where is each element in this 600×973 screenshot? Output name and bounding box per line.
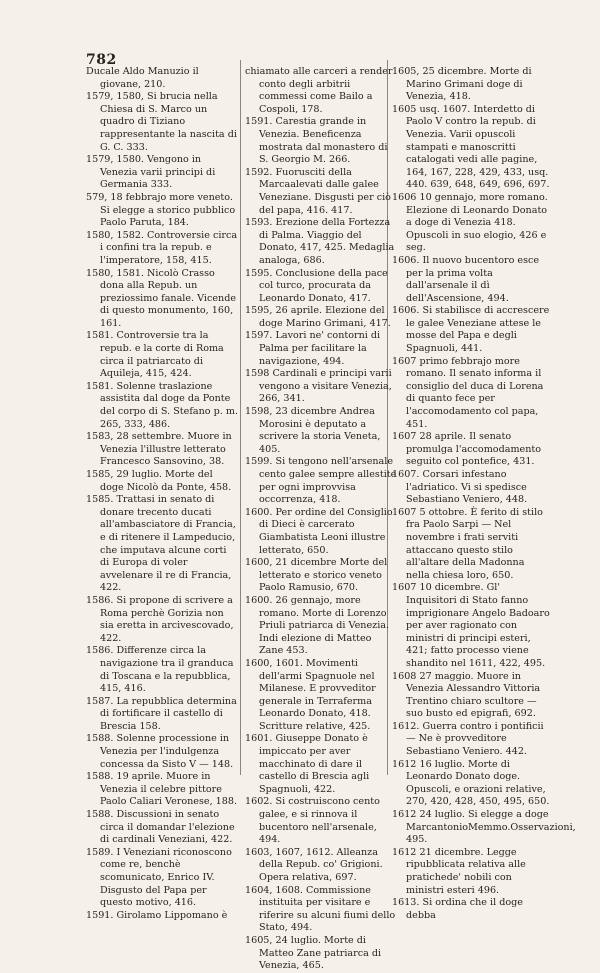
index-entry: 1612 21 dicembre. Legge ripubblicata relativa alle pratichede' nobili con ministri esteri 496. (392, 846, 526, 896)
index-entry: 1587. La repubblica determina di fortificare il castello di Brescia 158. (86, 695, 237, 732)
index-entry: 1600, 21 dicembre Morte del letterato e storico veneto Paolo Ramusio, 670. (245, 557, 388, 594)
index-entry: 1586. Differenze circa la navigazione tra il granduca di Toscana e la repubblica, 415, 416. (86, 645, 234, 695)
index-entry: 1595. Conclusione della pace col turco, procurata da Leonardo Donato, 417. (245, 267, 388, 304)
index-column-right (392, 66, 576, 921)
index-entry: 1612 16 luglio. Morte di Leonardo Donato doge. Opuscoli, e orazioni relative, 270, 420, 428, 450, 495, 650. (392, 758, 550, 808)
index-entry: 1580, 1581. Nicolò Crasso dona alla Repub. un preziossimo fanale. Vicende di questo monumento, 160, 161. (86, 267, 237, 329)
index-entry: 1581. Solenne traslazione assistita dal doge da Ponte del corpo di S. Stefano p. m. 265, 333, 486. (86, 380, 238, 430)
index-column-middle (245, 66, 397, 972)
index-entry: 1593. Erezione della Fortezza di Palma. Viaggio del Donato, 417, 425. Medaglia analoga, 686. (245, 217, 395, 266)
index-entry: 1600. 26 gennajo, more romano. Morte di Lorenzo Priuli patriarca di Venezia. Indi elezione di Matteo Zane 453. (245, 594, 390, 657)
index-entry: 1588. Solenne processione in Venezia per l'indulgenza concessa da Sisto V — 148. (86, 733, 234, 770)
index-entry: 1600, 1601. Movimenti dell'armi Spagnuole nel Milanese. E provveditor generale in Terraferma Leonardo Donato, 418. Scritture relative, 425. (245, 657, 376, 732)
index-entry: 1589. I Veneziani riconoscono come re, benchè scomunicato, Enrico IV. Disgusto del Papa per questo motivo, 416. (86, 846, 232, 909)
index-entry: 1586. Si propone di scrivere a Roma perchè Gorizia non sia eretta in arcivescovado, 422. (86, 594, 234, 644)
index-entry: 1605, 25 dicembre. Morte di Marino Grimani doge di Venezia, 418. (392, 66, 532, 103)
index-entry: 1579, 1580. Vengono in Venezia varii principi di Germania 333. (86, 154, 216, 191)
index-entry: 579, 18 febbrajo more veneto. Si elegge a storico pubblico Paolo Paruta, 184. (86, 191, 236, 229)
column-divider (240, 60, 241, 775)
index-entry: 1612. Guerra contro i pontificii— Ne è provveditore Sebastiano Veniero. 442. (392, 720, 544, 758)
index-entry: 1585. Trattasi in senato di donare trecento ducati all'ambasciatore di Francia, e di ritenere il Lampeducio, che imputava alcune corti di Europa di voler avvelenare il re di Francia, 422. (86, 494, 236, 594)
index-entry: 1598 Cardinali e principi varii vengono a visitare Venezia, 266, 341. (245, 368, 392, 405)
index-entry: 1580, 1582. Controversie circa i confini tra la repub. e l'imperatore, 158, 415. (86, 229, 238, 266)
index-entry: 1597. Lavori ne' contorni di Palma per facilitare la navigazione, 494. (245, 330, 381, 367)
index-entry: 1599. Si tengono nell'arsenale cento galee sempre allestite per ogni improvvisa occorrenza, 418. (245, 456, 397, 506)
index-entry: 1598, 23 dicembre Andrea Morosini è deputato a scrivere la storia Veneta, 405. (245, 406, 381, 455)
index-entry: 1605 usq. 1607. Interdetto di Paolo V contro la repub. di Venezia. Varii opuscoli stampati e manoscritti catalogati vedi alle pagine, 164, 167, 228, 429, 433, usq. 440. 639, 648, 649, 696, 697. (392, 103, 550, 191)
index-entry: 1606. Il nuovo bucentoro esce per la prima volta dall'arsenale il dì dell'Ascensione, 494. (392, 254, 540, 304)
index-entry: 1607. Corsari infestano l'adriatico. Vi si spedisce Sebastiano Veniero, 448. (392, 469, 528, 506)
index-entry: 1604, 1608. Commissione instituita per visitare e riferire su alcuni fiumi dello Stato, 494. (245, 884, 396, 934)
index-entry: 1606. Si stabilisce di accrescere le galee Veneziane attese le mosse del Papa e degli Spagnuoli, 441. (392, 305, 550, 355)
page-number: 782 (86, 52, 117, 68)
index-entry: 1607 primo febbrajo more romano. Il senato informa il consiglio del duca di Lorena di quanto fece per l'accomodamento col papa, 451. (392, 355, 544, 430)
index-entry: 1608 27 maggio. Muore in Venezia Alessandro Vittoria Trentino chiaro scultore — suo busto ed epigrafi, 692. (392, 670, 541, 720)
index-entry: 1603, 1607, 1612. Alleanza della Repub. co' Grigioni. Opera relativa, 697. (245, 846, 383, 883)
index-entry: 1607 5 ottobre. È ferito di stilo fra Paolo Sarpi — Nel novembre i frati serviti attaccano questo stilo all'altare della Madonna nella chiesa loro, 650. (392, 506, 543, 581)
index-entry: 1591. Girolamo Lippomano è (86, 909, 228, 921)
index-entry: Ducale Aldo Manuzio il giovane, 210. (86, 66, 199, 90)
index-entry: 1588. Discussioni in senato circa il domandar l'elezione di cardinali Veneziani, 422. (86, 809, 235, 846)
index-entry: 1612 24 luglio. Si elegge a doge MarcantonioMemmo.Osservazioni, 495. (392, 809, 576, 846)
index-entry: 1602. Si costruiscono cento galee, e si rinnova il bucentoro nell'arsenale, 494. (245, 796, 380, 846)
index-entry: 1588. 19 aprile. Muore in Venezia il celebre pittore Paolo Caliari Veronese, 188. (86, 771, 238, 808)
index-entry: 1579, 1580, Si brucia nella Chiesa di S. Marco un quadro di Tiziano rappresentante la nascita di G. C. 333. (86, 91, 237, 153)
index-column-left (86, 66, 238, 921)
index-entry: 1595, 26 aprile. Elezione del doge Marino Grimani, 417. (245, 305, 391, 329)
index-entry: 1607 28 aprile. Il senato promulga l'accomodamento seguito col pontefice, 431. (392, 431, 542, 468)
index-entry: 1613. Si ordina che il doge debba (392, 897, 523, 921)
index-entry: 1607 10 dicembre. Gl' Inquisitori di Stato fanno imprigionare Angelo Badoaro per aver ragionato con ministri di principi esteri, 421; fatto processo viene shandito nel 1611, 422, 495. (392, 582, 550, 669)
index-entry: 1581. Controversie tra la repub. e la corte di Roma circa il patriarcato di Aquileja, 415, 424. (86, 330, 224, 380)
index-entry: 1601. Giuseppe Donato è impiccato per aver macchinato di dare il castello di Brescia agli Spagnuoli, 422. (245, 733, 370, 795)
index-entry: 1583, 28 settembre. Muore in Venezia l'illustre letterato Francesco Sansovino, 38. (86, 431, 232, 468)
index-entry: 1591. Carestia grande in Venezia. Beneficenza mostrata dal monastero di S. Georgio M. 266. (245, 116, 388, 166)
index-entry: 1606 10 gennajo, more romano. Elezione di Leonardo Donato a doge di Venezia 418. Opuscoli in suo elogio, 426 e seg. (392, 191, 548, 254)
index-entry: 1585, 29 luglio. Morte del doge Nicolò da Ponte, 458. (86, 469, 232, 493)
index-entry: 1592. Fuorusciti della Marcaalevati dalle galee Veneziane. Disgusti per ciò del papa, 416. 417. (245, 166, 391, 216)
index-entry: chiamato alle carceri a render conto degli arbitrii commessi come Bailo a Cospoli, 178. (245, 66, 393, 115)
index-entry: 1600. Per ordine del Consiglio di Dieci è carcerato Giambatista Leoni illustre letterato, 650. (245, 506, 393, 556)
index-entry: 1605, 24 luglio. Morte di Matteo Zane patriarca di Venezia, 465. (245, 934, 382, 972)
